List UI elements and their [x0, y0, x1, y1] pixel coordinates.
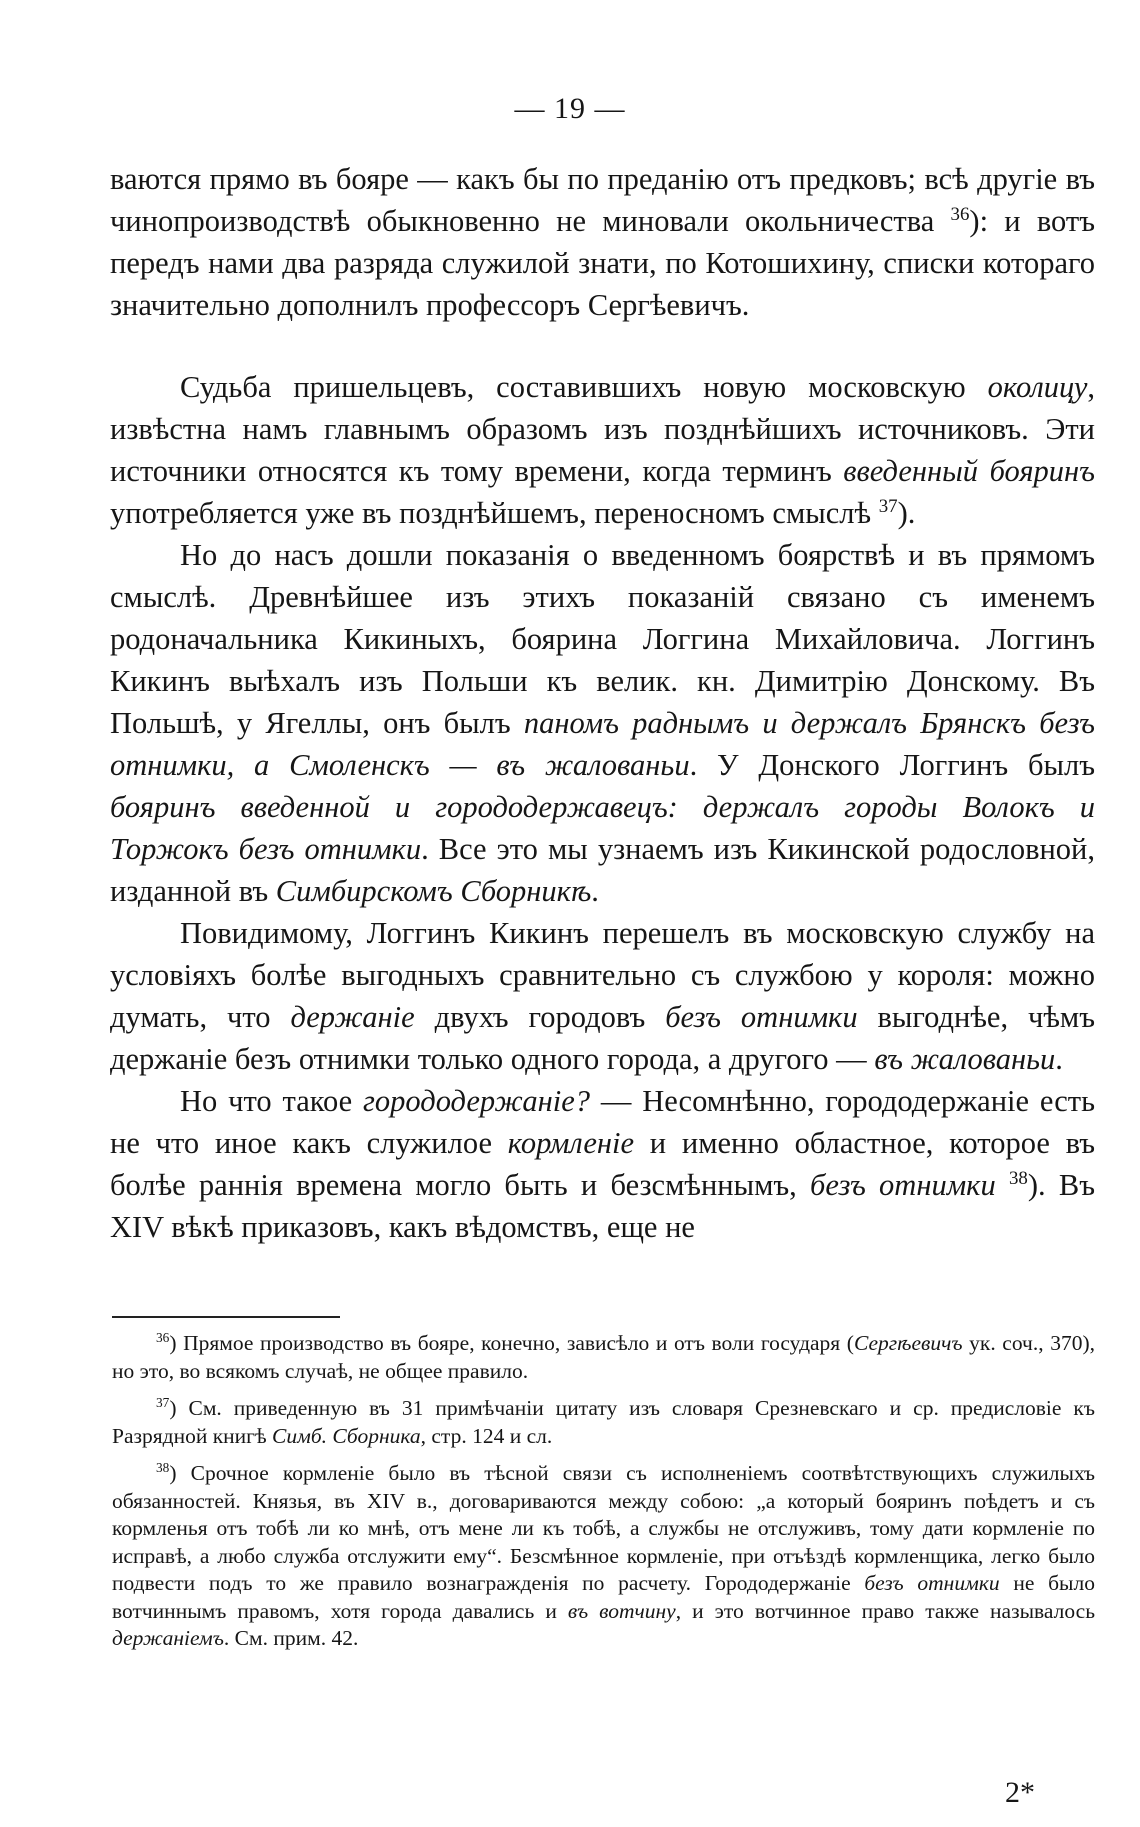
text-run: ). — [897, 496, 916, 530]
text-run — [996, 1168, 1009, 1202]
text-run: . — [1055, 1042, 1063, 1076]
footnote-ref: 38 — [156, 1459, 170, 1475]
paragraph — [110, 1080, 1095, 1248]
paragraph — [110, 366, 1095, 534]
text-run: ук. соч., 370), но это, во всякомъ случаѣ, не общее правило. — [112, 1331, 1096, 1383]
italic-phrase: введенный бояринъ — [843, 454, 1095, 488]
footnote-ref: 38 — [1008, 1167, 1028, 1189]
footnote-ref: 37 — [156, 1394, 170, 1410]
italic-phrase: безъ отнимки — [810, 1168, 996, 1202]
text-run: Повидимому, Логгинъ Кикинъ перешелъ въ московскую службу на условіяхъ болѣе выгодныхъ сравнительно съ службою у короля: можно думать, что — [110, 916, 1095, 1034]
text-run: — Несомнѣнно, горододержаніе есть не что иное какъ служилое — [110, 1084, 1095, 1160]
main-text — [110, 158, 1095, 1248]
text-run: не было вотчиннымъ правомъ, хотя города давались и — [112, 1571, 1095, 1623]
text-run: , и это вотчинное право также называлось — [675, 1598, 1095, 1623]
text-run: ) Срочное кормленіе было въ тѣсной связи съ исполненіемъ соотвѣтствующихъ служилыхъ обязанностей. Князья, въ XIV в., договариваются между собою: „а который бояринъ поѣдетъ и съ кормленья отъ тобѣ ли ко мнѣ, отъ мене ли къ тобѣ, а службы не отслуживъ, тому дати кормленіе по исправѣ, а любо служба отслужити ему“. Безсмѣнное кормленіе, при отъѣздѣ кормленщика, легко было подвести подъ то же правило вознагражденія по расчету. Горододержаніе — [112, 1461, 1095, 1595]
text-run: ваются прямо въ бояре — какъ бы по преданію отъ предковъ; всѣ другіе въ чинопроизводствѣ обыкновенно не миновали окольничества — [110, 162, 1095, 238]
italic-phrase: Сергѣевичъ — [853, 1331, 963, 1355]
footnote — [112, 1395, 1095, 1450]
text-run: . У Донского Логгинъ былъ — [689, 748, 1095, 782]
text-run: выгоднѣе, чѣмъ держаніе безъ отнимки только одного города, а другого — — [110, 1000, 1095, 1076]
italic-phrase: безъ отнимки — [864, 1571, 1000, 1595]
footnote — [112, 1330, 1095, 1385]
text-run: двухъ городовъ — [414, 1000, 666, 1034]
text-run: ) См. приведенную въ 31 примѣчаніи цитату изъ словаря Срезневскаго и ср. предисловіе къ Разрядной книгѣ — [112, 1396, 1095, 1448]
text-run: Судьба пришельцевъ, составившихъ новую московскую — [180, 370, 988, 404]
page-number: — 19 — — [514, 92, 626, 125]
text-run: ). Въ XIV вѣкѣ приказовъ, какъ вѣдомствъ, еще не — [110, 1168, 1095, 1244]
footnote-ref: 36 — [156, 1329, 170, 1345]
paragraph — [110, 534, 1095, 912]
printer-signature-mark: 2* — [1005, 1776, 1035, 1809]
footnote-ref: 36 — [950, 203, 970, 225]
italic-phrase: держаніе — [290, 1000, 415, 1034]
italic-phrase: околицу — [987, 370, 1088, 404]
text-run: Но до насъ дошли показанія о введенномъ боярствѣ и въ прямомъ смыслѣ. Древнѣйшее изъ этихъ показаній связано съ именемъ родоначальника Кикиныхъ, боярина Логгина Михайловича. Логгинъ Кикинъ выѣхалъ изъ Польши къ велик. кн. Димитрію Донскому. Въ Польшѣ, у Ягеллы, онъ былъ — [110, 538, 1095, 740]
italic-phrase: Симбирскомъ Сборникѣ — [275, 874, 592, 908]
text-run: ) Прямое производство въ бояре, конечно, зависѣло и отъ воли государя ( — [169, 1331, 854, 1355]
text-run: и именно областное, которое въ болѣе раннія времена могло быть и безсмѣннымъ, — [110, 1126, 1096, 1202]
text-run: . — [591, 874, 599, 908]
italic-phrase: горододержаніе? — [363, 1084, 590, 1118]
italic-phrase: бояринъ введенной и горододержавецъ: держалъ городы Волокъ и Торжокъ безъ отнимки — [110, 790, 1095, 866]
italic-phrase: паномъ раднымъ и держалъ Брянскъ безъ отнимки, а Смоленскъ — въ жалованьи — [110, 706, 1095, 782]
text-run: ): и вотъ передъ нами два разряда служилой знати, по Котошихину, списки котораго значительно дополнилъ профессоръ Сергѣевичъ. — [110, 204, 1096, 322]
text-run: Но что такое — [180, 1084, 364, 1118]
text-run: , стр. 124 и сл. — [420, 1423, 553, 1448]
italic-phrase: въ жалованьи — [874, 1042, 1056, 1076]
footnote — [112, 1460, 1095, 1653]
footnote-ref: 37 — [878, 495, 898, 517]
text-run: употребляется уже въ позднѣйшемъ, переносномъ смыслѣ — [110, 496, 879, 530]
text-run: . См. прим. 42. — [223, 1626, 359, 1650]
paragraph — [110, 158, 1095, 326]
footnote-divider — [112, 1316, 340, 1318]
text-run: . Все это мы узнаемъ изъ Кикинской родословной, изданной въ — [110, 832, 1095, 908]
italic-phrase: въ вотчину — [567, 1598, 676, 1623]
italic-phrase: Симб. Сборника — [272, 1423, 421, 1448]
text-run: , извѣстна намъ главнымъ образомъ изъ позднѣйшихъ источниковъ. Эти источники относятся къ тому времени, когда терминъ — [110, 370, 1095, 488]
paragraph — [110, 912, 1095, 1080]
italic-phrase: безъ отнимки — [665, 1000, 858, 1034]
italic-phrase: держаніемъ — [112, 1626, 224, 1650]
footnotes — [112, 1330, 1095, 1663]
italic-phrase: кормленіе — [507, 1126, 635, 1160]
